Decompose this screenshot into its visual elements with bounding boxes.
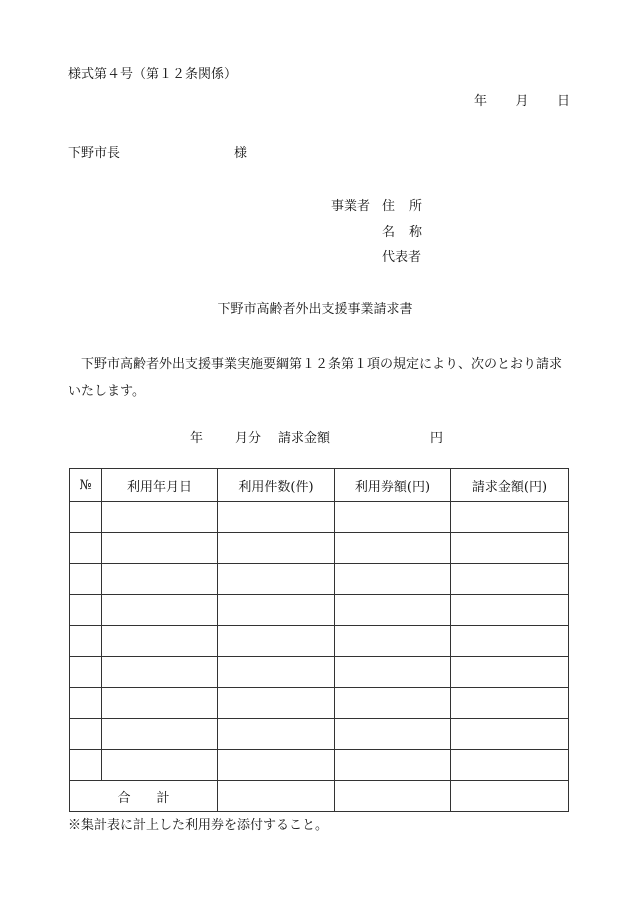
table-cell[interactable] [102,719,218,750]
table-row [70,595,569,626]
header-count: 利用件数(件) [218,469,335,502]
table-cell[interactable] [218,657,335,688]
table-cell[interactable] [70,626,102,657]
form-number: 様式第４号（第１２条関係） [68,67,238,82]
table-cell[interactable] [102,595,218,626]
summary-year: 年 [190,431,204,446]
table-cell[interactable] [102,502,218,533]
table-body [70,502,569,812]
table-cell[interactable] [335,595,451,626]
header-no: № [70,469,102,502]
summary-month: 月分 [235,431,262,446]
table-cell[interactable] [451,595,569,626]
table-header-row [70,469,569,502]
table-cell[interactable] [335,657,451,688]
document-title: 下野市高齢者外出支援事業請求書 [217,302,413,317]
table-row [70,750,569,781]
addressee: 下野市長 [68,146,121,161]
table-cell[interactable] [451,719,569,750]
applicant-label: 事業者 [331,199,371,214]
table-cell[interactable] [218,564,335,595]
table-cell[interactable] [102,626,218,657]
date-line [474,94,570,110]
table-cell[interactable] [451,688,569,719]
table-cell[interactable] [102,688,218,719]
table-cell[interactable] [335,564,451,595]
table-row [70,502,569,533]
table-cell[interactable] [218,688,335,719]
table-cell[interactable] [451,502,569,533]
total-cell[interactable] [218,781,335,812]
table-cell[interactable] [335,688,451,719]
table-cell[interactable] [218,595,335,626]
total-row [70,781,569,812]
date-day: 日 [556,94,570,109]
table-cell[interactable] [218,533,335,564]
table-cell[interactable] [70,564,102,595]
table-cell[interactable] [70,595,102,626]
table-cell[interactable] [102,533,218,564]
header-voucher-amount: 利用券額(円) [335,469,451,502]
table-cell[interactable] [70,688,102,719]
table-row [70,688,569,719]
header-claim-amount: 請求金額(円) [451,469,569,502]
table-cell[interactable] [218,626,335,657]
table-row [70,719,569,750]
addressee-honorific: 様 [234,146,248,161]
table-cell[interactable] [335,533,451,564]
applicant-name-label: 名 称 [382,225,422,240]
total-label: 合 計 [70,781,218,812]
table-row [70,626,569,657]
total-cell[interactable] [335,781,451,812]
table-cell[interactable] [70,533,102,564]
applicant-representative-label: 代表者 [382,250,422,265]
table-cell[interactable] [70,750,102,781]
total-cell[interactable] [451,781,569,812]
table-cell[interactable] [102,750,218,781]
table-cell[interactable] [70,719,102,750]
table-cell[interactable] [70,502,102,533]
summary-unit: 円 [430,431,444,446]
claims-table [69,468,569,812]
table-cell[interactable] [335,719,451,750]
table-cell[interactable] [70,657,102,688]
applicant-address-label: 住 所 [382,199,422,214]
table-cell[interactable] [102,657,218,688]
table-row [70,564,569,595]
table-cell[interactable] [335,750,451,781]
table-cell[interactable] [451,657,569,688]
table-row [70,657,569,688]
table-cell[interactable] [102,564,218,595]
table-cell[interactable] [451,626,569,657]
note: ※集計表に計上した利用券を添付すること。 [68,818,329,833]
table-cell[interactable] [335,502,451,533]
date-month: 月 [515,94,529,109]
table-row [70,533,569,564]
table-cell[interactable] [451,750,569,781]
date-year: 年 [474,94,488,109]
table-cell[interactable] [218,719,335,750]
summary-amount-label: 請求金額 [278,431,331,446]
body-text: 下野市高齢者外出支援事業実施要綱第１２条第１項の規定により、次のとおり請求いたします。 [68,357,563,399]
table-cell[interactable] [451,533,569,564]
table-cell[interactable] [218,502,335,533]
table-cell[interactable] [335,626,451,657]
table-cell[interactable] [451,564,569,595]
header-date: 利用年月日 [102,469,218,502]
table-cell[interactable] [218,750,335,781]
